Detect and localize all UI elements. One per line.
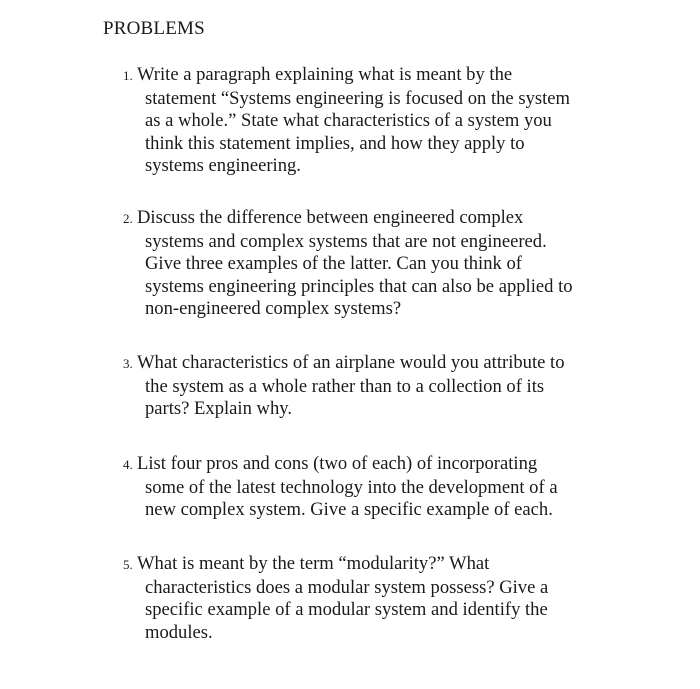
problem-text: the system as a whole rather than to a collection of its	[145, 375, 545, 397]
problem-text: systems engineering principles that can also be applied to	[145, 275, 573, 297]
problem-2	[123, 207, 603, 321]
problem-4	[123, 453, 603, 522]
problem-text: characteristics does a modular system possess? Give a	[145, 576, 549, 598]
problem-text: systems and complex systems that are not engineered.	[145, 230, 547, 252]
problem-text: List four pros and cons (two of each) of incorporating	[137, 453, 538, 474]
problem-line	[123, 352, 603, 376]
page-title: PROBLEMS	[103, 18, 205, 39]
problem-text: specific example of a modular system and identify the	[145, 599, 548, 621]
problem-3	[123, 352, 603, 421]
problem-1	[123, 64, 603, 178]
problem-text: some of the latest technology into the development of a	[145, 476, 558, 498]
problem-text: Give three examples of the latter. Can you think of	[145, 253, 522, 275]
problem-number: 3.	[123, 356, 133, 371]
problem-text: What characteristics of an airplane would you attribute to	[137, 352, 565, 373]
problem-text: What is meant by the term “modularity?” What	[137, 553, 490, 574]
problem-line	[123, 453, 603, 477]
problem-text: new complex system. Give a specific example of each.	[145, 499, 553, 521]
problem-text: Discuss the difference between engineered complex	[137, 207, 524, 228]
problem-text: non-engineered complex systems?	[145, 298, 402, 320]
problem-text: Write a paragraph explaining what is meant by the	[137, 64, 513, 85]
problem-number: 4.	[123, 457, 133, 472]
problem-text: think this statement implies, and how they apply to	[145, 132, 525, 154]
problem-number: 1.	[123, 68, 133, 83]
problem-line	[123, 207, 603, 231]
problem-line	[123, 553, 603, 577]
problem-text: modules.	[145, 621, 213, 643]
problem-text: parts? Explain why.	[145, 398, 292, 420]
problem-5	[123, 553, 603, 644]
problem-line	[123, 64, 603, 88]
problem-text: systems engineering.	[145, 155, 301, 177]
problem-text: as a whole.” State what characteristics of a system you	[145, 110, 552, 132]
problem-number: 2.	[123, 211, 133, 226]
problem-number: 5.	[123, 557, 133, 572]
problem-text: statement “Systems engineering is focused on the system	[145, 87, 570, 109]
